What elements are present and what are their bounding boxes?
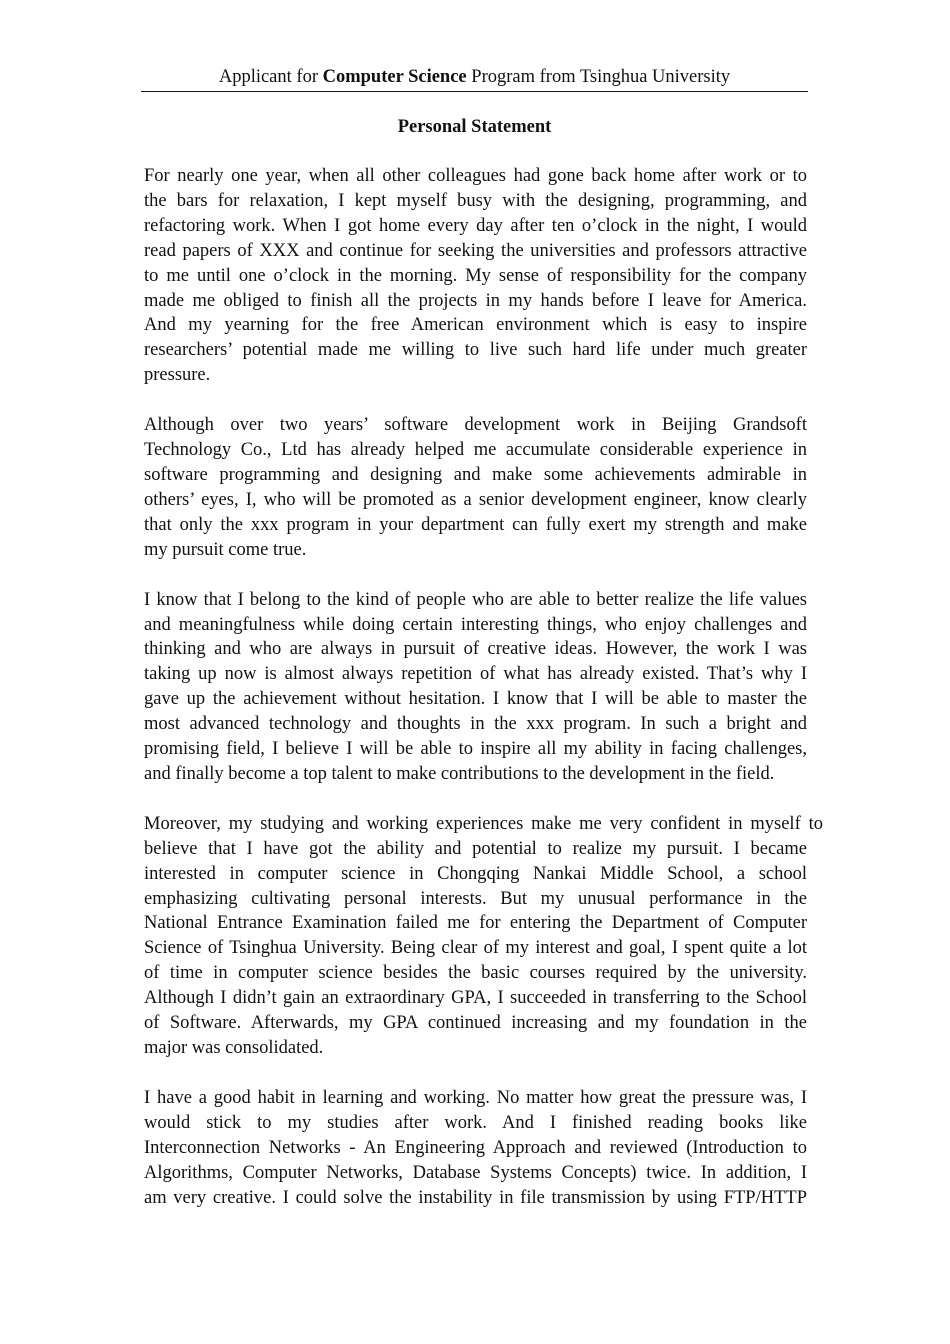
text-line: I know that I belong to the kind of people who are able to better realize the life values <box>144 589 807 610</box>
text-line: of time in computer science besides the basic courses required by the university. <box>144 963 807 984</box>
text-line: Moreover, my studying and working experiences make me very confident in myself to <box>144 813 823 834</box>
header-rule <box>141 91 808 92</box>
text-line: I have a good habit in learning and working. No matter how great the pressure was, I <box>144 1087 807 1108</box>
text-line: made me obliged to finish all the projects in my hands before I leave for America. <box>144 290 807 311</box>
text-line: software programming and designing and make some achievements admirable in <box>144 464 807 485</box>
text-line: researchers’ potential made me willing to live such hard life under much greater <box>144 340 807 361</box>
text-line: gave up the achievement without hesitation. I know that I will be able to master the <box>144 689 807 710</box>
text-line: Algorithms, Computer Networks, Database Systems Concepts) twice. In addition, I <box>144 1162 807 1183</box>
text-line: am very creative. I could solve the instability in file transmission by using FTP/HTTP <box>144 1187 807 1208</box>
paragraph <box>144 1086 807 1211</box>
text-line: taking up now is almost always repetition of what has already existed. That’s why I <box>144 664 807 685</box>
text-line: major was consolidated. <box>144 1038 324 1058</box>
text-line: Interconnection Networks - An Engineering Approach and reviewed (Introduction to <box>144 1137 807 1158</box>
text-line: For nearly one year, when all other colleagues had gone back home after work or to <box>144 166 807 186</box>
text-line: to me until one o’clock in the morning. My sense of responsibility for the company <box>144 265 807 286</box>
text-line: my pursuit come true. <box>144 539 307 560</box>
paragraph <box>144 164 807 388</box>
text-line: pressure. <box>144 365 211 386</box>
header-suffix: Program from Tsinghua University <box>471 67 731 87</box>
statement-body <box>144 164 823 1210</box>
text-line: others’ eyes, I, who will be promoted as a senior development engineer, know clearly <box>144 489 807 510</box>
header-program: Computer Science <box>322 67 467 87</box>
text-line: of Software. Afterwards, my GPA continued increasing and my foundation in the <box>144 1013 807 1034</box>
text-line: refactoring work. When I got home every day after ten o’clock in the night, I would <box>144 215 807 236</box>
text-line: emphasizing cultivating personal interests. But my unusual performance in the <box>144 888 807 909</box>
document-title: Personal Statement <box>397 117 552 137</box>
text-line: Science of Tsinghua University. Being clear of my interest and goal, I spent quite a lot <box>144 938 807 959</box>
text-line: that only the xxx program in your department can fully exert my strength and make <box>144 514 807 535</box>
text-line: the bars for relaxation, I kept myself busy with the designing, programming, and <box>144 190 807 211</box>
text-line: And my yearning for the free American environment which is easy to inspire <box>144 315 807 336</box>
paragraph <box>144 413 807 562</box>
text-line: and meaningfulness while doing certain interesting things, who enjoy challenges and <box>144 614 807 635</box>
text-line: read papers of XXX and continue for seeking the universities and professors attractive <box>144 240 807 261</box>
text-line: and finally become a top talent to make contributions to the development in the field. <box>144 763 775 784</box>
paragraph <box>144 812 823 1061</box>
header-prefix: Applicant for <box>218 67 318 87</box>
text-line: would stick to my studies after work. And I finished reading books like <box>144 1112 807 1133</box>
text-line: Although I didn’t gain an extraordinary GPA, I succeeded in transferring to the School <box>144 988 807 1009</box>
text-line: Although over two years’ software development work in Beijing Grandsoft <box>144 415 807 436</box>
text-line: thinking and who are always in pursuit of creative ideas. However, the work I was <box>144 639 807 660</box>
text-line: Technology Co., Ltd has already helped me accumulate considerable experience in <box>144 440 807 461</box>
text-line: promising field, I believe I will be able to inspire all my ability in facing challenges, <box>144 739 807 760</box>
text-line: believe that I have got the ability and potential to realize my pursuit. I became <box>144 838 807 859</box>
text-line: most advanced technology and thoughts in the xxx program. In such a bright and <box>144 714 807 735</box>
paragraph <box>144 588 807 787</box>
text-line: National Entrance Examination failed me for entering the Department of Computer <box>144 913 807 934</box>
text-line: interested in computer science in Chongqing Nankai Middle School, a school <box>144 863 807 884</box>
page-header <box>141 64 808 91</box>
